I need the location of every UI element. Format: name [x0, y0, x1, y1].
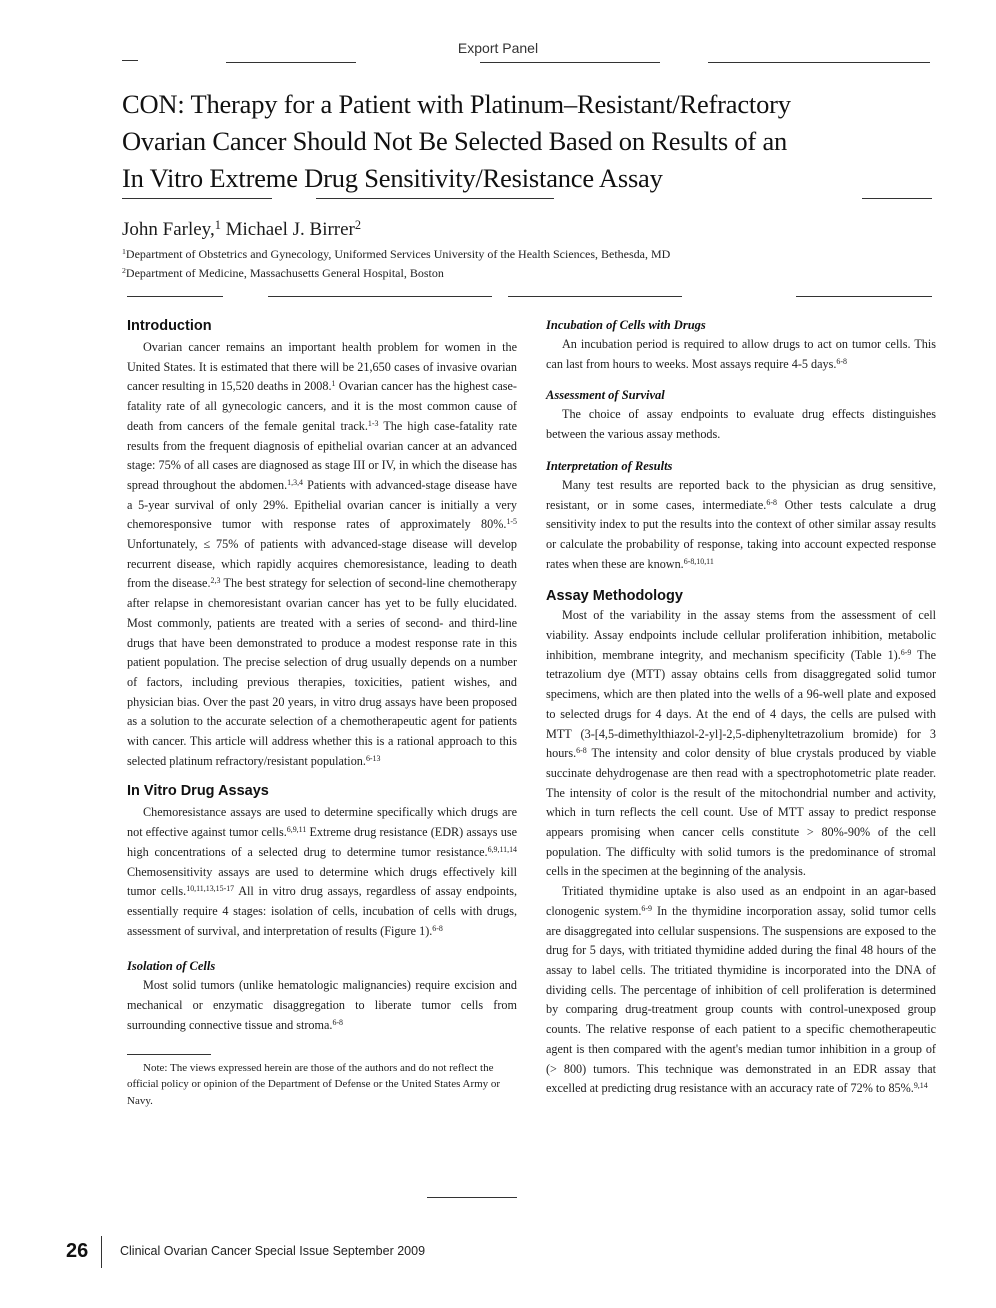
header-rule: [122, 60, 138, 61]
incubation-heading: Incubation of Cells with Drugs: [546, 318, 706, 332]
citation-ref: 6-8: [332, 1017, 344, 1027]
header-rule: [480, 62, 660, 63]
affiliation-mark: 2: [122, 266, 126, 276]
intro-heading: Introduction: [127, 318, 212, 334]
affiliation-text: Department of Medicine, Massachusetts General Hospital, Boston: [125, 266, 444, 280]
affil-rule: [796, 296, 932, 297]
methodology-heading: Assay Methodology: [546, 588, 683, 605]
left-column: [127, 318, 517, 1109]
citation-ref: 6,9,11: [286, 825, 307, 835]
citation-ref: 1-3: [367, 418, 379, 428]
citation-ref: 6-9: [900, 647, 912, 657]
citation-ref: 6-8: [836, 356, 847, 366]
authors: [122, 219, 361, 241]
journal-name: Clinical Ovarian Cancer Special Issue September 2009: [120, 1244, 426, 1258]
affiliation: [122, 266, 444, 281]
interpretation-heading: Interpretation of Results: [546, 458, 673, 473]
assessment-heading: Assessment of Survival: [546, 388, 665, 403]
methodology-paragraph: Most of the variability in the assay stems from the assessment of cell viability. Assay endpoints include cellular proliferation inhibition, metabolic inhibition, membrane integrity, and mechanism specificity (Table 1).$^{6-9}$ The tetrazolium dye (MTT) assay obtains cells from disaggregated solid tumor specimens, which are then plated into the wells of a 96-well plate and exposed to selected drugs for 4 days. At the end of 4 days, the cells are pulsed with MTT (3-[4,5-dimethylthiazol-2-yl]-2,5-diphenyltetrazolium bromide) for 3 hours.$^{6-8}$ The intensity and color density of blue crystals produced by viable succinate dehydrogenase are then read with a spectrophotometric plate reader. The intensity of color is the result of the mitochondrial number and activity, which in turn reflects the cell count. Use of MTT assay to predict response appears promising when cancer cells constitute > 80%-90% of the cell population. The difficulty with solid tumors is the predominance of stromal cells in the specimen at the beginning of the analysis.: [546, 608, 936, 879]
section-label: Export Panel: [457, 40, 539, 56]
invitro-heading: In Vitro Drug Assays: [127, 783, 269, 800]
invitro-paragraph: Chemoresistance assays are used to determine specifically which drugs are not effective against tumor cells.$^{6,9,11}$ Extreme drug resistance (EDR) assays use high concentrations of a selected drug to determine tumor resistance.$^{6,9,11,14}$ Chemosensitivity assays are used to determine which drugs effectively kill tumor cells.$^{10,11,13,15-17}$ All in vitro drug assays, regardless of assay endpoints, essentially require 4 stages: isolation of cells, incubation of cells with drugs, assessment of survival, and interpretation of results (Figure 1).$^{6-8}$: [127, 805, 518, 938]
citation-ref: 6-8,10,11: [683, 556, 714, 566]
author-name: Michael J. Birrer: [220, 219, 355, 240]
intro-paragraph: Ovarian cancer remains an important health problem for women in the United States. It is estimated that there will be 21,650 cases of invasive ovarian cancer resulting in 15,520 deaths in 2008.$^1$ Ovarian cancer has the highest case-fatality rate of all gynecologic cancers, and it is the most common cause of death from cancers of the female genital track.$^{1-3}$ The high case-fatality rate results from the frequent diagnosis of epithelial ovarian cancer at an advanced stage: 75% of all cases are diagnosed as stage III or IV, in which the disease has spread throughout the abdomen.$^{1,3,4}$ Patients with advanced-stage disease have a 5-year survival of only 29%. Epithelial ovarian cancer is initially a very chemoresponsive tumor with response rates of approximately 80%.$^{1-5}$ Unfortunately, ≤ 75% of patients with advanced-stage disease will develop recurrent disease, which rapidly acquires chemoresistance, leading to death from the disease.$^{2,3}$ The best strategy for selection of second-line chemotherapy after relapse in chemoresistant ovarian cancer has yet to be fully elucidated. Most commonly, patients are treated with a series of second- and third-line drugs that have been demonstrated to produce a modest response rate in this patient population. The precise selection of drug usually depends on a number of factors, including previous therapies, toxicities, patient wishes, and physician bias. Over the past 20 years, in vitro drug assays have been proposed as a solution to the accurate selection of a chemotherapeutic agent for patients with cancer. This article will address whether this is a rational approach to this selected platinum refractory/resistant population.$^{6-13}$: [127, 340, 518, 768]
author-affiliation-mark: 2: [354, 217, 362, 232]
header-rule: [708, 62, 930, 63]
affil-rule: [127, 296, 223, 297]
citation-ref: 6-9: [641, 903, 652, 913]
isolation-paragraph: Most solid tumors (unlike hematologic malignancies) require excision and mechanical or enzymatic disaggregation to liberate tumor cells from surrounding connective tissue and stroma.$^{6-8}$: [127, 978, 517, 1032]
methodology-paragraph: Tritiated thymidine uptake is also used as an endpoint in an agar-based clonogenic system.$^{6-9}$ In the thymidine incorporation assay, solid tumor cells are disaggregated into cellular suspensions. The suspensions are exposed to the drug for 5 days, with tritiated thymidine added during the final 48 hours of the assay to label cells. The tritiated thymidine is incorporated into the DNA of dividing cells. The percentage of inhibition of cell proliferation is determined by comparing drug-treatment group counts with control-unexposed group counts. The relative response of each patient to a specific chemotherapeutic agent is then compared with the agent's median tumor inhibition in a group of (> 800) tumors. This technique was demonstrated in an EDR assay that excelled at predicting drug resistance with an accuracy rate of 72% to 85%.$^{9,14}$: [546, 884, 936, 1096]
affiliation-text: Department of Obstetrics and Gynecology, Uniformed Services University of the Health Sciences, Bethesda, MD: [125, 247, 671, 261]
title-line: In Vitro Extreme Drug Sensitivity/Resistance Assay: [122, 163, 663, 193]
citation-ref: 9,14: [913, 1081, 928, 1091]
title-line: CON: Therapy for a Patient with Platinum–Resistant/Refractory: [122, 89, 791, 119]
affiliation: [122, 247, 670, 262]
interpretation-paragraph: Many test results are reported back to the physician as drug sensitive, resistant, or in some cases, intermediate.$^{6-8}$ Other tests calculate a drug sensitivity index to put the results into the context of other similar assay results or calculate the probability of response, taking into account expected response rates when these are known.$^{6-8,10,11}$: [546, 477, 936, 571]
citation-ref: 10,11,13,15-17: [186, 884, 235, 894]
citation-ref: 2,3: [210, 576, 221, 586]
assessment-paragraph: The choice of assay endpoints to evaluate drug effects distinguishes between the various assay methods.: [546, 407, 936, 442]
title-rule: [862, 198, 932, 199]
affil-rule: [508, 296, 682, 297]
affil-rule: [268, 296, 492, 297]
isolation-heading: Isolation of Cells: [127, 959, 216, 974]
author-affiliation-mark: 1: [214, 217, 221, 232]
article-title: [122, 86, 882, 197]
citation-ref: 6-8: [576, 746, 587, 756]
title-line: Ovarian Cancer Should Not Be Selected Based on Results of an: [122, 126, 788, 156]
right-column: [546, 318, 936, 1099]
citation-ref: 6-8: [766, 497, 777, 507]
affiliation-mark: 1: [122, 247, 126, 257]
title-rule: [316, 198, 554, 199]
citation-ref: 6-8: [432, 923, 443, 933]
citation-ref: 6,9,11,14: [487, 844, 517, 854]
title-rule: [122, 198, 272, 199]
left-bottom-rule: [427, 1197, 517, 1198]
incubation-paragraph: An incubation period is required to allow drugs to act on tumor cells. This can last from hours to weeks. Most assays require 4-5 days.$^{6-8}$: [546, 337, 936, 371]
footnote-rule: [127, 1054, 211, 1055]
citation-ref: 1-5: [506, 517, 517, 527]
footnote: Note: The views expressed herein are those of the authors and do not reflect the official policy or opinion of the Department of Defense or the United States Army or Navy.: [127, 1061, 501, 1107]
citation-ref: 6-13: [365, 753, 381, 763]
page-number: 26: [66, 1240, 89, 1262]
footer-divider: [101, 1236, 102, 1268]
citation-ref: 1,3,4: [287, 477, 304, 487]
citation-ref: 1: [331, 379, 336, 389]
header-rule: [226, 62, 356, 63]
author-name: John Farley,: [122, 219, 215, 240]
